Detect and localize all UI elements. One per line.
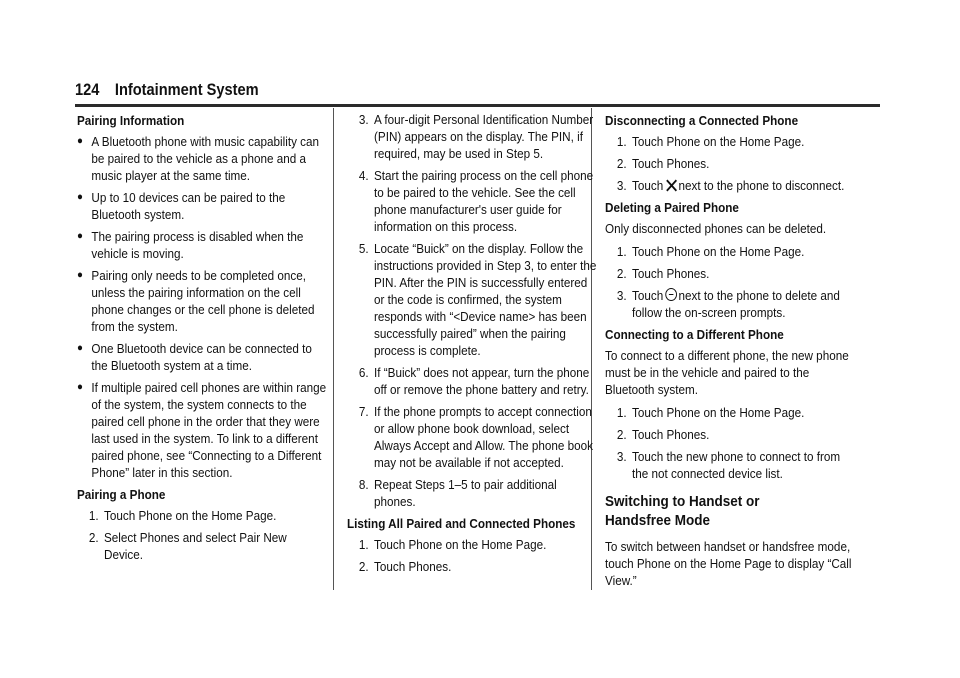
bullet-icon: ●	[77, 269, 83, 281]
header-text	[75, 80, 767, 100]
step-item: 7. If the phone prompts to accept connection or allow phone book download, select Always Accept and Allow. The phone book may not be available if not accepted.	[358, 404, 593, 470]
bullet-icon: ●	[77, 381, 83, 393]
x-icon	[665, 179, 677, 192]
column-1	[77, 108, 355, 568]
step-item: 2. Select Phones and select Pair New Device.	[88, 530, 287, 562]
step-item: 4. Start the pairing process on the cell phone to be paired to the vehicle. See the cell phone manufacturer's user guide for information on this process.	[358, 168, 594, 234]
chapter-title: Infotainment System	[114, 80, 259, 99]
bullet-item: ● If multiple paired cell phones are within range of the system, the system connects to the paired cell phone in the order that they were last used in the system. To link to a different paired phone, see “Connecting to a Different Phone” later in this section.	[77, 380, 327, 480]
section-title: Switching to Handset or Handsfree Mode	[605, 493, 760, 529]
step-item: 3. Touch next to the phone to disconnect.	[616, 178, 845, 193]
bullet-item: ● Up to 10 devices can be paired to the Bluetooth system.	[77, 190, 286, 222]
section-heading: Pairing Information	[77, 113, 185, 128]
section-heading: Disconnecting a Connected Phone	[605, 113, 799, 128]
step-item: 8. Repeat Steps 1–5 to pair additional phones.	[358, 477, 557, 509]
bullet-item: ● One Bluetooth device can be connected to the Bluetooth system at a time.	[77, 341, 312, 373]
paragraph: To switch between handset or handsfree mode, touch Phone on the Home Page to display “Call View.”	[605, 539, 852, 588]
bullet-icon: ●	[77, 135, 83, 147]
bullet-item: ● The pairing process is disabled when the vehicle is moving.	[77, 229, 304, 261]
column-3	[605, 108, 883, 595]
step-item: 5. Locate “Buick” on the display. Follow the instructions provided in Step 3, to enter the PIN. After the PIN is successfully entered or the code is confirmed, the system responds with “<Device name> has been successfully paired” when the pairing process is complete.	[358, 241, 597, 358]
paragraph: To connect to a different phone, the new phone must be in the vehicle and paired to the Bluetooth system.	[605, 348, 849, 397]
step-item: 6. If “Buick” does not appear, turn the phone off or remove the phone battery and retry.	[358, 365, 590, 397]
step-item: 1. Touch Phone on the Home Page.	[616, 244, 805, 259]
bullet-icon: ●	[77, 230, 83, 242]
page-number: 124	[75, 80, 100, 99]
step-item: 2. Touch Phones.	[358, 559, 452, 574]
bullet-item: ● A Bluetooth phone with music capability can be paired to the vehicle as a phone and a music player at the same time.	[77, 134, 320, 183]
step-item: 3. Touch the new phone to connect to from the not connected device list.	[616, 449, 841, 481]
step-item: 2. Touch Phones.	[616, 427, 710, 442]
bullet-icon: ●	[77, 342, 83, 354]
step-item: 1. Touch Phone on the Home Page.	[616, 405, 805, 420]
step-item: 1. Touch Phone on the Home Page.	[358, 537, 547, 552]
column-2	[347, 108, 625, 580]
minus-circle-icon	[665, 288, 677, 301]
step-item: 1. Touch Phone on the Home Page.	[88, 508, 277, 523]
step-item: 2. Touch Phones.	[616, 156, 710, 171]
step-item: 3. Touch next to the phone to delete and follow the on-screen prompts.	[616, 288, 840, 320]
bullet-item: ● Pairing only needs to be completed once, unless the pairing information on the cell phone changes or the cell phone is deleted from the system.	[77, 268, 315, 334]
step-item: 1. Touch Phone on the Home Page.	[616, 134, 805, 149]
step-item: 2. Touch Phones.	[616, 266, 710, 281]
step-item: 3. A four-digit Personal Identification Number (PIN) appears on the display. The PIN, if required, may be used in Step 5.	[358, 112, 594, 161]
header-rule	[75, 104, 880, 107]
section-heading: Listing All Paired and Connected Phones	[347, 516, 576, 531]
paragraph: Only disconnected phones can be deleted.	[605, 221, 827, 236]
bullet-icon: ●	[77, 191, 83, 203]
section-heading: Pairing a Phone	[77, 487, 166, 502]
section-heading: Deleting a Paired Phone	[605, 200, 739, 215]
section-heading: Connecting to a Different Phone	[605, 327, 784, 342]
page-header	[75, 80, 880, 100]
